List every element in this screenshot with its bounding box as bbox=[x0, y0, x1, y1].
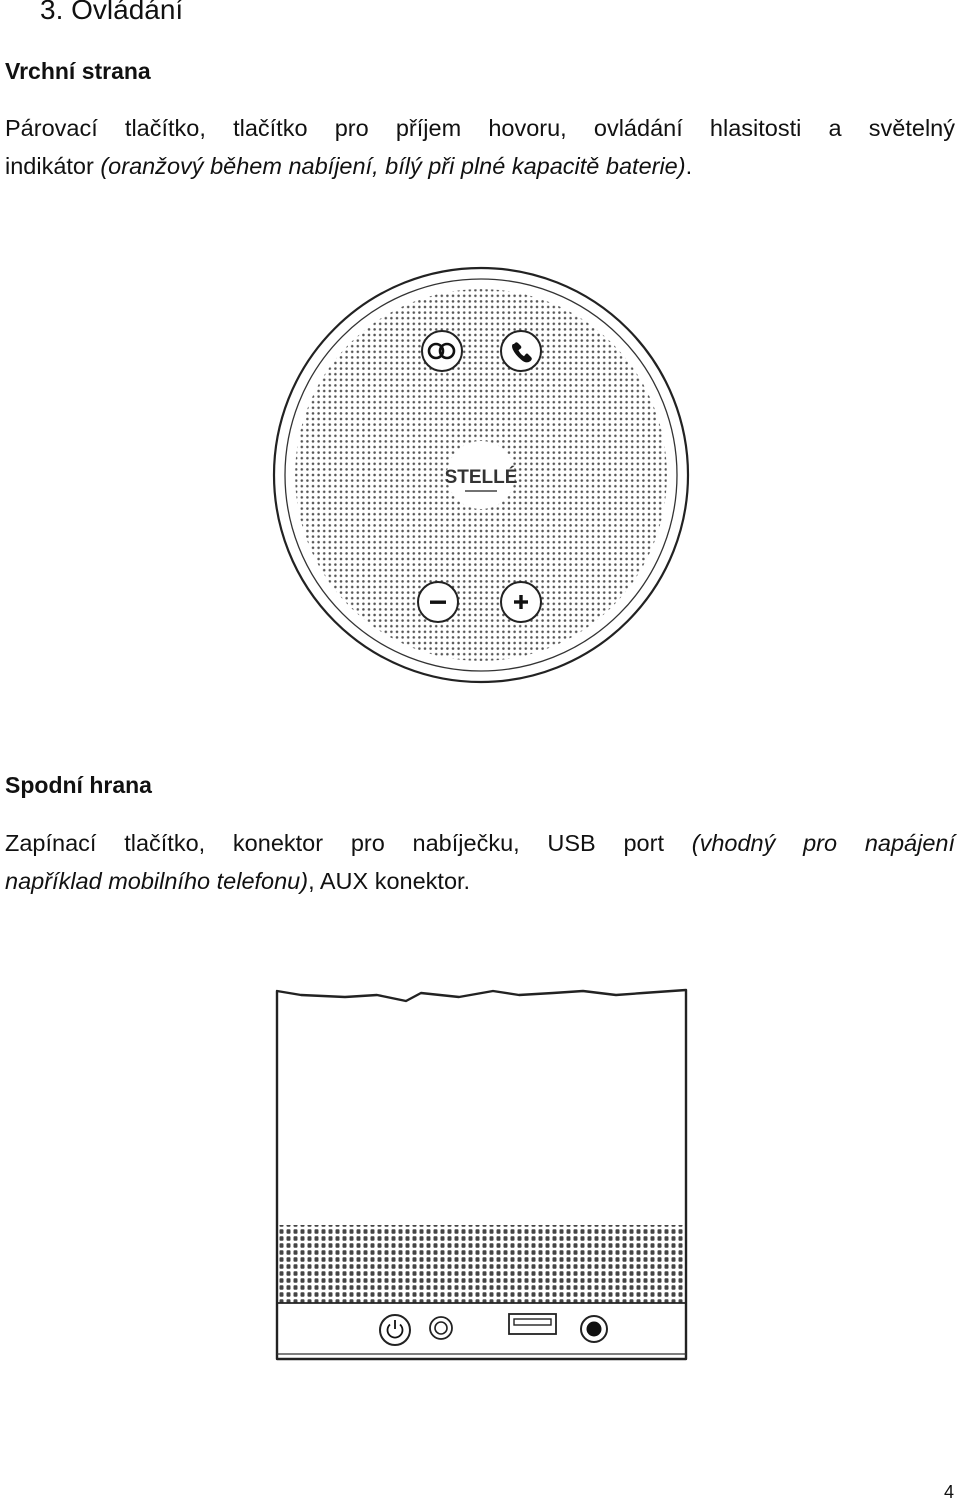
volume-down-button[interactable] bbox=[418, 582, 458, 622]
top-description-line-1: Párovací tlačítko, tlačítko pro příjem hovoru, ovládání hlasitosti a světelný bbox=[5, 115, 955, 141]
page-number: 4 bbox=[943, 1482, 954, 1502]
top-section-description bbox=[5, 109, 955, 185]
logo-mark bbox=[445, 466, 518, 491]
bottom-description-line-2 bbox=[5, 862, 955, 900]
bottom-description-italic-2: například mobilního telefonu) bbox=[5, 868, 309, 894]
usb-port-icon bbox=[514, 1319, 551, 1325]
volume-up-button[interactable] bbox=[501, 582, 541, 622]
power-button[interactable] bbox=[380, 1315, 410, 1345]
bottom-description-italic-1: (vhodný pro napájení bbox=[691, 830, 955, 856]
top-description-line-2 bbox=[5, 147, 955, 185]
speaker-bottom-edge-figure bbox=[271, 983, 691, 1368]
charger-port[interactable] bbox=[430, 1317, 452, 1339]
minus-icon bbox=[430, 601, 446, 604]
page-title: 3. Ovládání bbox=[40, 0, 184, 25]
usb-port[interactable] bbox=[509, 1314, 556, 1334]
aux-port-icon bbox=[587, 1322, 602, 1337]
top-description-plain: indikátor bbox=[5, 153, 101, 179]
bottom-description-tail: , AUX konektor. bbox=[308, 868, 471, 894]
bottom-section-heading: Spodní hrana bbox=[5, 772, 152, 798]
top-description-italic: (oranžový během nabíjení, bílý při plné kapacitě baterie) bbox=[100, 153, 686, 179]
side-grill-band bbox=[279, 1225, 684, 1303]
aux-port[interactable] bbox=[581, 1316, 607, 1342]
bottom-description-line-1 bbox=[5, 824, 955, 862]
top-description-tail: . bbox=[685, 153, 693, 179]
call-button[interactable] bbox=[501, 331, 541, 371]
speaker-top-view-figure bbox=[271, 265, 691, 685]
bottom-description-plain: Zapínací tlačítko, konektor pro nabíječku, USB port bbox=[5, 830, 692, 856]
bottom-section-description bbox=[5, 824, 955, 900]
charger-port-icon bbox=[435, 1322, 447, 1334]
top-section-heading: Vrchní strana bbox=[5, 58, 151, 84]
pairing-button[interactable] bbox=[422, 331, 462, 371]
logo-text: STELLÉ bbox=[444, 467, 518, 488]
